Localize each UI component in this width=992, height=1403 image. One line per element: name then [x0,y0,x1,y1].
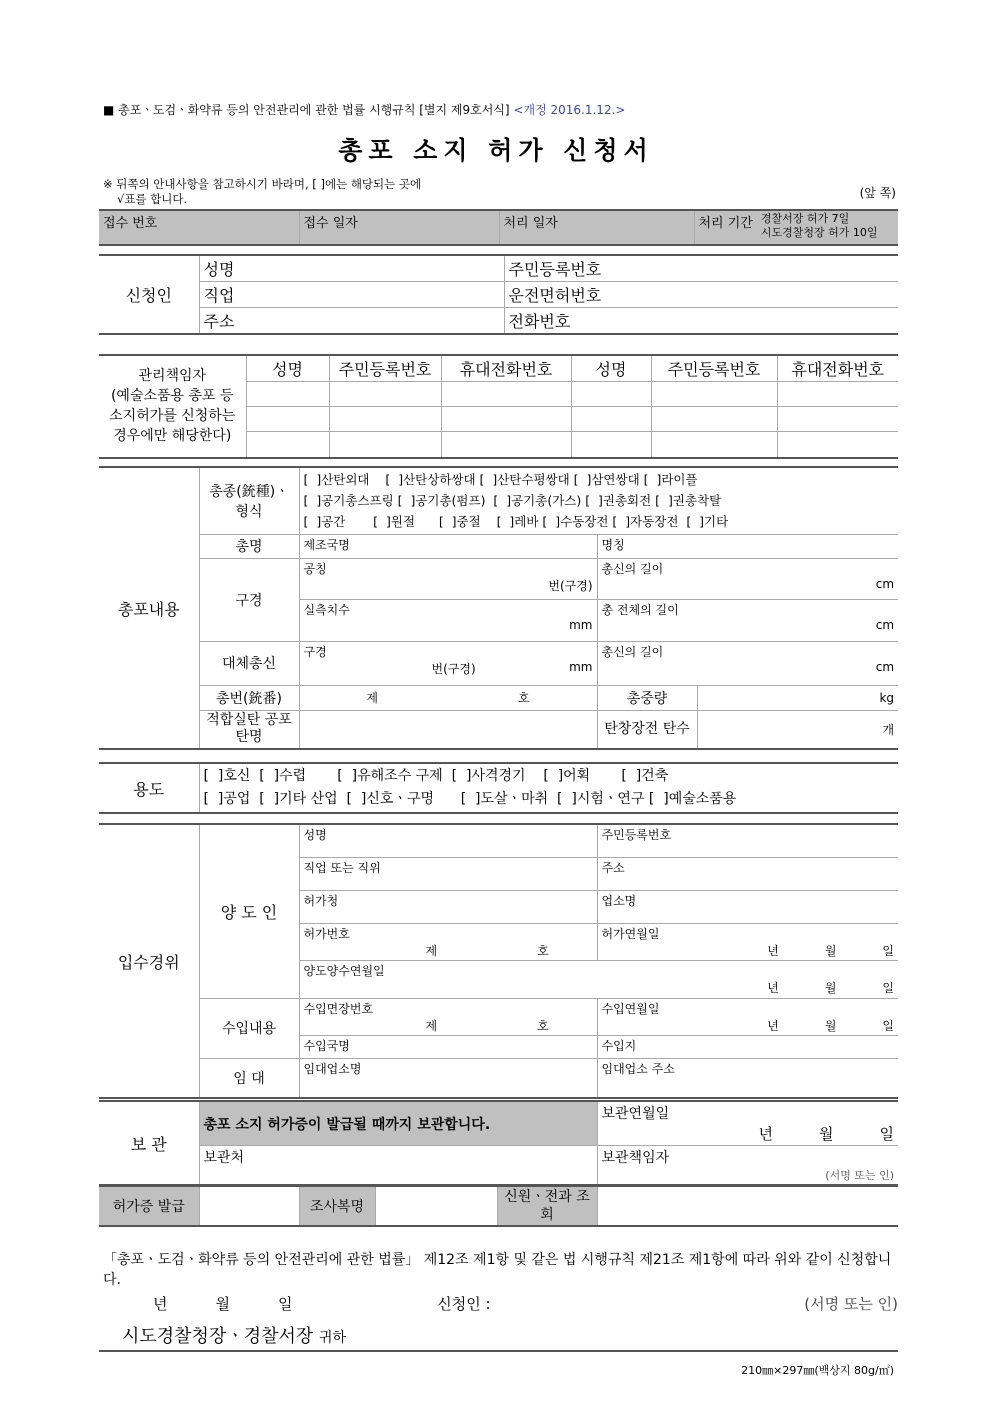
record-check-value[interactable] [597,1186,898,1226]
gun-section: 총포내용 [99,467,199,749]
manager-cell[interactable] [441,432,571,458]
receipt-number: 접수 번호 [99,210,299,245]
investigator-label: 조사복명 [299,1186,375,1226]
gun-model[interactable]: 명칭 [597,534,898,558]
magazine-label: 탄창장전 탄수 [597,710,697,749]
alt-barrel-length[interactable]: 총신의 길이 cm [597,641,898,685]
investigator-value[interactable] [375,1186,497,1226]
manager-col-resident-1: 주민등록번호 [329,355,441,382]
manager-cell[interactable] [777,432,898,458]
lease-label: 임 대 [199,1058,299,1098]
usage-row-1: [ ]호신 [ ]수렵 [ ]유해조수 구제 [ ]사격경기 [ ]어획 [ ]건축 [203,768,669,784]
issue-value[interactable] [199,1186,299,1226]
form-title: 총포 소지 허가 신청서 [338,136,654,165]
bottom-divider [99,1350,898,1352]
import-label: 수입내용 [199,998,299,1058]
page-side: (앞 쪽) [859,186,896,200]
gun-table [99,466,898,750]
gun-name-label: 총명 [199,534,299,558]
transfer-date[interactable]: 양도양수연월일 년 월 일 [299,960,898,998]
acquisition-table [99,823,898,1099]
applicant-table [99,254,898,335]
issuance-table [99,1185,898,1227]
ammo-label: 적합실탄 공포탄명 [199,710,299,749]
usage-section: 용도 [99,763,199,813]
manager-cell[interactable] [777,382,898,407]
manager-cell[interactable] [651,407,777,432]
manager-col-resident-2: 주민등록번호 [651,355,777,382]
manager-cell[interactable] [246,432,329,458]
gun-type-options[interactable] [299,467,898,534]
gun-type-row-1: [ ]산탄외대 [ ]산탄상하쌍대 [ ]산탄수평쌍대 [ ]삼연쌍대 [ ]라이플 [303,472,698,487]
alt-barrel-label: 대체총신 [199,641,299,685]
usage-table [99,762,898,814]
import-license[interactable]: 수입면장번호 제 호 [299,998,597,1035]
storage-section: 보 관 [99,1101,199,1185]
business-name[interactable]: 업소명 [597,890,898,923]
transferor-name[interactable]: 성명 [299,824,597,857]
manager-table [99,354,898,459]
manager-section: 관리책임자 (예술소품용 총포 등 소지허가를 신청하는 경우에만 해당한다) [99,355,246,458]
storage-manager[interactable]: 보관책임자 (서명 또는 인) [597,1146,898,1186]
manager-cell[interactable] [571,382,651,407]
guide-note: ※ 뒤쪽의 안내사항을 참고하시기 바라며, [ ]에는 해당되는 곳에 √표를 합니다. [103,177,422,206]
applicant-resident-no[interactable]: 주민등록번호 [504,255,898,282]
manager-cell[interactable] [571,407,651,432]
lease-address[interactable]: 임대업소 주소 [597,1058,898,1098]
addressee: 시도경찰청장ㆍ경찰서장 귀하 [122,1326,347,1347]
serial-label: 총번(銃番) [199,685,299,710]
permit-date[interactable]: 허가연월일 년 월 일 [597,923,898,960]
alt-caliber[interactable]: 구경 번(구경) mm [299,641,597,685]
manager-cell[interactable] [651,432,777,458]
storage-table [99,1100,898,1186]
signature-placeholder: (서명 또는 인) [804,1295,898,1313]
import-country[interactable]: 수입국명 [299,1035,597,1058]
manager-cell[interactable] [571,432,651,458]
applicant-phone[interactable]: 전화번호 [504,308,898,335]
barrel-length[interactable]: 총신의 길이 cm [597,558,898,599]
paper-spec: 210㎜×297㎜(백상지 80g/㎡) [741,1364,894,1377]
weight-label: 총중량 [597,685,697,710]
permit-number[interactable]: 허가번호 제 호 [299,923,597,960]
issue-label: 허가증 발급 [99,1186,199,1226]
process-date: 처리 일자 [499,210,694,245]
applicant-section: 신청인 [99,255,199,334]
manager-cell[interactable] [441,382,571,407]
receipt-date: 접수 일자 [299,210,499,245]
serial-number[interactable]: 제 호 [299,685,597,710]
nominal-caliber[interactable]: 공칭 번(구경) [299,558,597,599]
storage-notice: 총포 소지 허가증이 발급될 때까지 보관합니다. [199,1101,597,1146]
transferor-label: 양 도 인 [199,824,299,998]
transferor-resident-no[interactable]: 주민등록번호 [597,824,898,857]
import-date[interactable]: 수입연월일 년 월 일 [597,998,898,1035]
applicant-name[interactable]: 성명 [199,255,504,282]
manager-col-name-2: 성명 [571,355,651,382]
manager-cell[interactable] [246,382,329,407]
acquisition-section: 입수경위 [99,824,199,1098]
storage-place[interactable]: 보관처 [199,1146,597,1186]
import-place[interactable]: 수입지 [597,1035,898,1058]
gun-type-label: 총종(銃種)ㆍ형식 [199,467,299,534]
applicant-job[interactable]: 직업 [199,282,504,308]
applicant-address[interactable]: 주소 [199,308,504,335]
lease-shop[interactable]: 임대업소명 [299,1058,597,1098]
applicant-sign-label: 신청인 : [437,1295,491,1313]
storage-date[interactable]: 보관연월일 년 월 일 [597,1101,898,1146]
maker-country[interactable]: 제조국명 [299,534,597,558]
permit-office[interactable]: 허가청 [299,890,597,923]
manager-cell[interactable] [329,407,441,432]
weight-value[interactable]: kg [697,685,898,710]
measured-size[interactable]: 실측치수 mm [299,599,597,641]
caliber-label: 구경 [199,558,299,641]
manager-col-name-1: 성명 [246,355,329,382]
receipt-table [99,209,898,246]
manager-cell[interactable] [329,382,441,407]
date-line: 년 월 일 신청인 : (서명 또는 인) [153,1295,898,1313]
manager-cell[interactable] [651,382,777,407]
process-period: 처리 기간 경찰서장 허가 7일 시도경찰청장 허가 10일 [694,210,898,245]
usage-options[interactable] [199,763,898,813]
usage-row-2: [ ]공업 [ ]기타 산업 [ ]신호ㆍ구명 [ ]도살ㆍ마취 [ ]시험ㆍ연구 [ ]예술소품용 [203,791,737,807]
magazine-value[interactable]: 개 [697,710,898,749]
manager-cell[interactable] [441,407,571,432]
gun-type-row-3: [ ]공간 [ ]원절 [ ]중절 [ ]레바 [ ]수동장전 [ ]자동장전 [ ]기타 [303,514,729,529]
transferor-job[interactable]: 직업 또는 직위 [299,857,597,890]
manager-cell[interactable] [777,407,898,432]
ammo-value[interactable] [299,710,597,749]
manager-cell[interactable] [329,432,441,458]
revision-note: <개정 2016.1.12.> [513,103,626,117]
transferor-address[interactable]: 주소 [597,857,898,890]
applicant-license-no[interactable]: 운전면허번호 [504,282,898,308]
manager-col-phone-1: 휴대전화번호 [441,355,571,382]
manager-cell[interactable] [246,407,329,432]
manager-col-phone-2: 휴대전화번호 [777,355,898,382]
statement: 「총포ㆍ도검ㆍ화약류 등의 안전관리에 관한 법률」 제12조 제1항 및 같은 법 시행규칙 제21조 제1항에 따라 위와 같이 신청합니다. [103,1252,892,1288]
gun-type-row-2: [ ]공기총스프링 [ ]공기총(펌프) [ ]공기총(가스) [ ]권총회전 [ ]권총착탈 [303,493,722,508]
total-length[interactable]: 총 전체의 길이 cm [597,599,898,641]
record-check-label: 신원ㆍ전과 조회 [497,1186,597,1226]
law-reference: ■ 총포ㆍ도검ㆍ화약류 등의 안전관리에 관한 법률 시행규칙 [별지 제9호서식] <개정 2016.1.12.> [103,103,626,117]
